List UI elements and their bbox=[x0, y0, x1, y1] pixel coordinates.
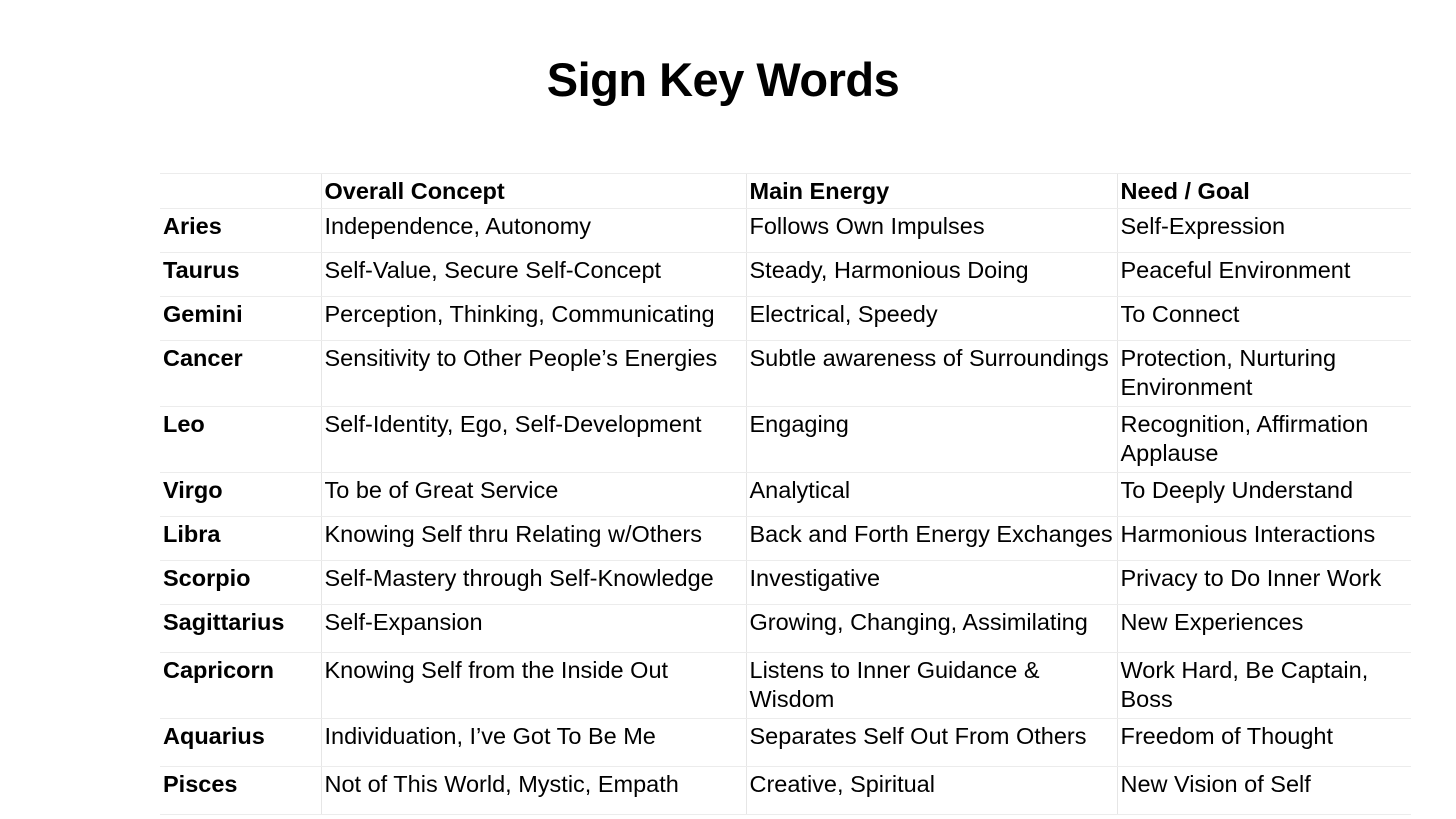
concept-cell: Individuation, I’ve Got To Be Me bbox=[321, 719, 746, 767]
table-row bbox=[160, 473, 1411, 517]
need-cell: Harmonious Interactions bbox=[1117, 517, 1411, 561]
concept-cell: Independence, Autonomy bbox=[321, 209, 746, 253]
need-cell: Peaceful Environment bbox=[1117, 253, 1411, 297]
concept-cell: Knowing Self from the Inside Out bbox=[321, 653, 746, 719]
sign-cell: Cancer bbox=[160, 341, 321, 407]
sign-cell: Sagittarius bbox=[160, 605, 321, 653]
table-row bbox=[160, 341, 1411, 407]
table-row bbox=[160, 767, 1411, 815]
table-row bbox=[160, 561, 1411, 605]
header-main-energy: Main Energy bbox=[746, 174, 1117, 209]
concept-cell: Self-Expansion bbox=[321, 605, 746, 653]
energy-cell: Separates Self Out From Others bbox=[746, 719, 1117, 767]
energy-cell: Steady, Harmonious Doing bbox=[746, 253, 1117, 297]
need-cell: New Experiences bbox=[1117, 605, 1411, 653]
concept-cell: Knowing Self thru Relating w/Others bbox=[321, 517, 746, 561]
need-cell: New Vision of Self bbox=[1117, 767, 1411, 815]
concept-cell: Self-Value, Secure Self-Concept bbox=[321, 253, 746, 297]
need-cell: Work Hard, Be Captain, Boss bbox=[1117, 653, 1411, 719]
concept-cell: Self-Mastery through Self-Knowledge bbox=[321, 561, 746, 605]
energy-cell: Growing, Changing, Assimilating bbox=[746, 605, 1117, 653]
header-sign bbox=[160, 174, 321, 209]
need-cell: Self-Expression bbox=[1117, 209, 1411, 253]
sign-cell: Pisces bbox=[160, 767, 321, 815]
sign-keywords-table bbox=[160, 173, 1411, 815]
energy-cell: Creative, Spiritual bbox=[746, 767, 1117, 815]
energy-cell: Electrical, Speedy bbox=[746, 297, 1117, 341]
sign-cell: Libra bbox=[160, 517, 321, 561]
table-row bbox=[160, 719, 1411, 767]
sign-cell: Leo bbox=[160, 407, 321, 473]
sign-cell: Aquarius bbox=[160, 719, 321, 767]
sign-cell: Virgo bbox=[160, 473, 321, 517]
concept-cell: Self-Identity, Ego, Self-Development bbox=[321, 407, 746, 473]
need-cell: Freedom of Thought bbox=[1117, 719, 1411, 767]
table-row bbox=[160, 209, 1411, 253]
table-row bbox=[160, 297, 1411, 341]
need-cell: To Connect bbox=[1117, 297, 1411, 341]
sign-cell: Gemini bbox=[160, 297, 321, 341]
energy-cell: Analytical bbox=[746, 473, 1117, 517]
concept-cell: To be of Great Service bbox=[321, 473, 746, 517]
sign-cell: Aries bbox=[160, 209, 321, 253]
sign-cell: Scorpio bbox=[160, 561, 321, 605]
need-cell: Privacy to Do Inner Work bbox=[1117, 561, 1411, 605]
need-cell: Recognition, Affirmation Applause bbox=[1117, 407, 1411, 473]
table-row bbox=[160, 253, 1411, 297]
concept-cell: Not of This World, Mystic, Empath bbox=[321, 767, 746, 815]
energy-cell: Follows Own Impulses bbox=[746, 209, 1117, 253]
need-cell: To Deeply Understand bbox=[1117, 473, 1411, 517]
energy-cell: Investigative bbox=[746, 561, 1117, 605]
sign-cell: Capricorn bbox=[160, 653, 321, 719]
sign-cell: Taurus bbox=[160, 253, 321, 297]
energy-cell: Back and Forth Energy Exchanges bbox=[746, 517, 1117, 561]
energy-cell: Listens to Inner Guidance & Wisdom bbox=[746, 653, 1117, 719]
need-cell: Protection, Nurturing Environment bbox=[1117, 341, 1411, 407]
table-header-row bbox=[160, 174, 1411, 209]
header-need-goal: Need / Goal bbox=[1117, 174, 1411, 209]
energy-cell: Engaging bbox=[746, 407, 1117, 473]
concept-cell: Perception, Thinking, Communicating bbox=[321, 297, 746, 341]
header-overall-concept: Overall Concept bbox=[321, 174, 746, 209]
table-row bbox=[160, 605, 1411, 653]
concept-cell: Sensitivity to Other People’s Energies bbox=[321, 341, 746, 407]
table-row bbox=[160, 517, 1411, 561]
table-row bbox=[160, 407, 1411, 473]
energy-cell: Subtle awareness of Surroundings bbox=[746, 341, 1117, 407]
page-title: Sign Key Words bbox=[546, 53, 900, 106]
table-row bbox=[160, 653, 1411, 719]
